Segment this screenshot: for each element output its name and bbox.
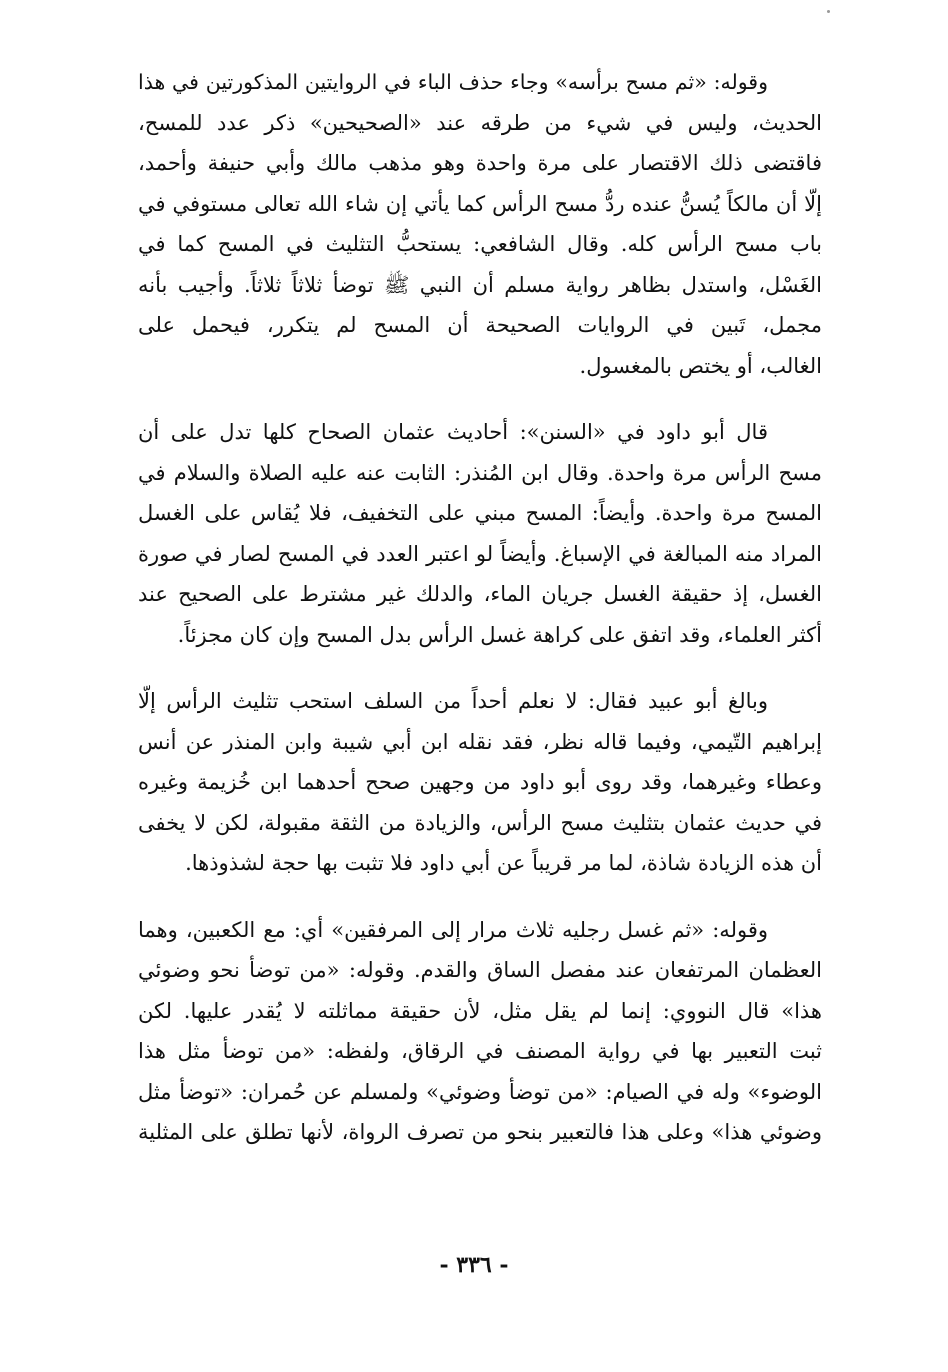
text-line: المسح مرة واحدة. وأيضاً: المسح مبني على التخفيف، فلا يُقاس على الغسل [138,501,822,525]
text-line: العظمان المرتفعان عند مفصل الساق والقدم. وقوله: «من توضأ نحو وضوئي [138,958,822,982]
page-body [138,62,822,1153]
text-line: فاقتضى ذلك الاقتصار على مرة واحدة وهو مذهب مالك وأبي حنيفة وأحمد، [138,151,822,175]
text-line: المراد منه المبالغة في الإسباغ. وأيضاً لو اعتبر العدد في المسح لصار في صورة [138,541,822,566]
text-line: في حديث عثمان بتثليث مسح الرأس، والزيادة من الثقة مقبولة، لكن لا يخفى [138,810,822,835]
paragraph-3 [138,681,822,884]
page-number: - ٣٣٦ - [439,1252,509,1278]
text-line: الوضوء» وله في الصيام: «من توضأ وضوئي» ولمسلم عن حُمران: «توضأ مثل [138,1079,822,1104]
text-line: وقوله: «ثم غسل رجليه ثلاث مرار إلى المرفقين» أي: مع الكعبين، وهما [138,917,768,942]
text-line: وعطاء وغيرهما، وقد روى أبو داود من وجهين صحح أحدهما ابن خُزيمة وغيره [138,770,822,794]
text-line: الغالب، أو يختص بالمغسول. [579,353,822,378]
text-line: هذا» قال النووي: إنما لم يقل مثل، لأن حقيقة مماثلته لا يُقدر عليها. لكن [138,998,822,1023]
text-line: ثبت التعبير بها في رواية المصنف في الرقاق، ولفظه: «من توضأ مثل هذا [138,1039,822,1063]
text-line: مسح الرأس مرة واحدة. وقال ابن المُنذر: الثابت عنه عليه الصلاة والسلام في [138,460,822,485]
text-line: أن هذه الزيادة شاذة، لما مر قريباً عن أبي داود فلا تثبت بها حجة لشذوذها. [185,851,822,875]
text-line: وقوله: «ثم مسح برأسه» وجاء حذف الباء في الروايتين المذكورتين في هذا [138,70,768,94]
corner-speck [827,10,830,13]
text-line: وضوئي هذا» وعلى هذا فالتعبير بنحو من تصرف الرواة، لأنها تطلق على المثلية [138,1120,822,1144]
text-line: الغَسْل، واستدل بظاهر رواية مسلم أن النبي ﷺ توضأ ثلاثاً ثلاثاً. وأجيب بأنه [138,272,822,297]
text-line: إبراهيم التّيمي، وفيما قاله نظر، فقد نقله ابن أبي شيبة وابن المنذر عن أنس [138,729,822,754]
text-line: أكثر العلماء، وقد اتفق على كراهة غسل الرأس بدل المسح وإن كان مجزئاً. [177,622,822,647]
text-line: إلّا أن مالكاً يُسنُّ عنده ردُّ مسح الرأس كما يأتي إن شاء الله تعالى مستوفي في [138,191,822,216]
text-line: مجمل، تَبين في الروايات الصحيحة أن المسح لم يتكرر، فيحمل على [138,313,822,337]
paragraph-2 [138,412,822,655]
text-line: الحديث، وليس في شيء من طرقه عند «الصحيحين» ذكر عدد للمسح، [138,110,822,135]
text-line: باب مسح الرأس كله. وقال الشافعي: يستحبُّ التثليث في المسح كما في [138,232,822,256]
paragraph-4 [138,910,822,1153]
paragraph-1 [138,62,822,386]
text-line: قال أبو داود في «السنن»: أحاديث عثمان الصحاح كلها تدل على أن [138,420,768,444]
text-line: الغسل، إذ حقيقة الغسل جريان الماء، والدلك غير مشترط على الصحيح عند [138,582,822,606]
text-line: وبالغ أبو عبيد فقال: لا نعلم أحداً من السلف استحب تثليث الرأس إلّا [138,689,768,713]
